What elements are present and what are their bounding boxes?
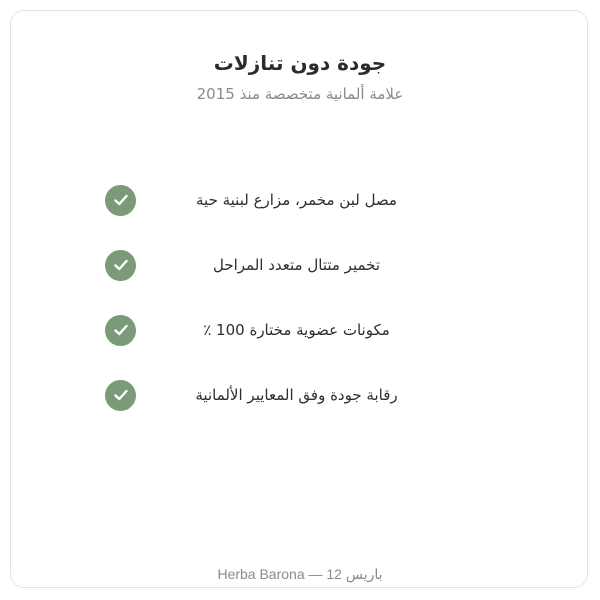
quality-card (10, 10, 588, 588)
feature-text: مصل لبن مخمر، مزارع لبنية حية (196, 191, 397, 209)
check-circle-icon (105, 250, 136, 281)
feature-text: رقابة جودة وفق المعايير الألمانية (195, 386, 398, 404)
feature-item (105, 184, 445, 216)
feature-item (105, 249, 445, 281)
feature-list (105, 184, 445, 444)
check-circle-icon (105, 185, 136, 216)
feature-item (105, 314, 445, 346)
feature-text: مكونات عضوية مختارة 100 ٪ (203, 321, 390, 339)
card-footer: Herba Barona — 12 باريس (217, 566, 383, 582)
card-subtitle: علامة ألمانية متخصصة منذ 2015 (196, 85, 404, 103)
feature-text: تخمير متتال متعدد المراحل (212, 256, 381, 274)
card-title: جودة دون تنازلات (213, 51, 387, 75)
check-circle-icon (105, 380, 136, 411)
check-circle-icon (105, 315, 136, 346)
feature-item (105, 379, 445, 411)
